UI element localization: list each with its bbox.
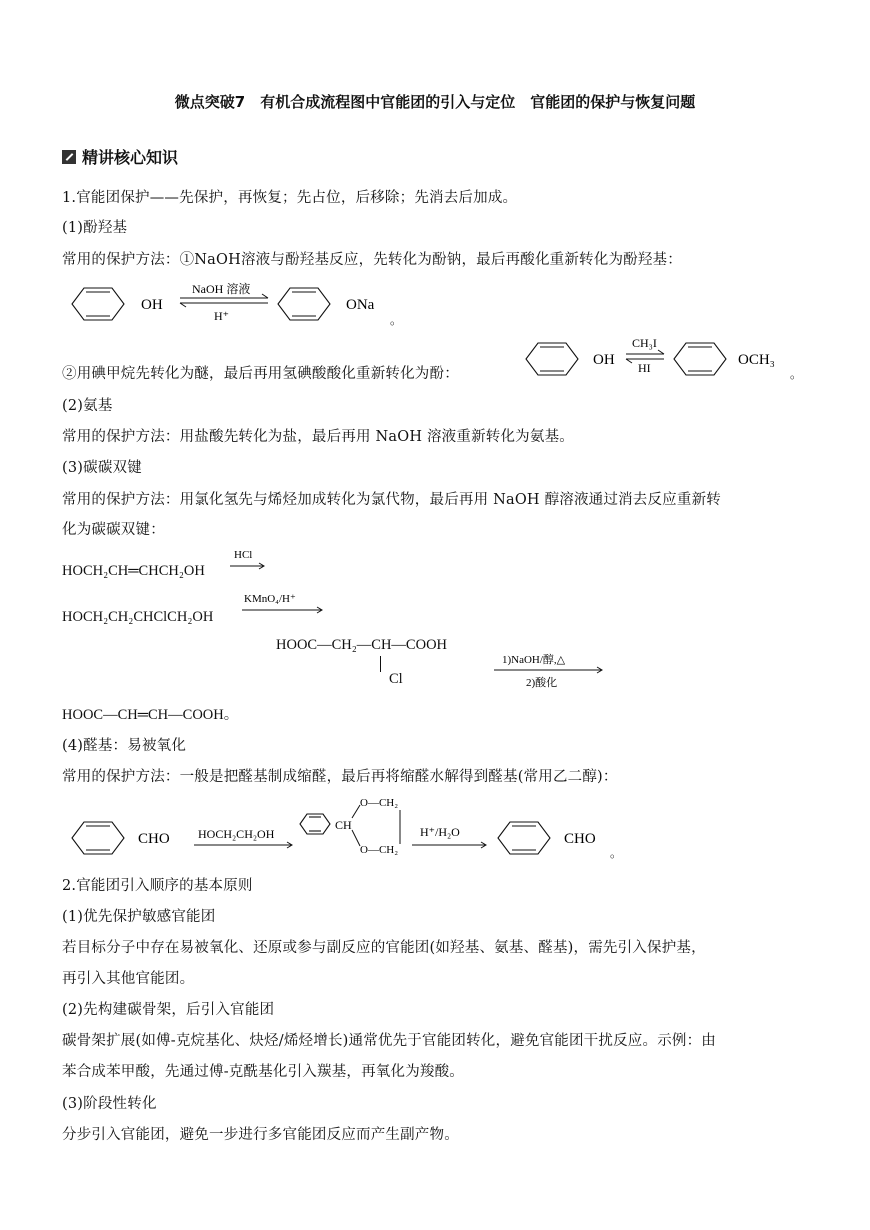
paragraph: 常用的保护方法：一般是把醛基制成缩醛，最后再将缩醛水解得到醛基(常用乙二醇)： xyxy=(62,769,618,785)
paragraph: 碳骨架扩展(如傅-克烷基化、炔烃/烯烃增长)通常优先于官能团转化，避免官能团干扰反应。示例：由 xyxy=(62,1033,716,1049)
compound-3-substituent: Cl xyxy=(389,671,403,687)
reagent-bottom: 2)酸化 xyxy=(526,677,558,689)
reaction-phenol-ch3i xyxy=(520,332,820,382)
section-heading xyxy=(62,145,178,168)
period: 。 xyxy=(610,846,623,860)
reagent-top: 1)NaOH/醇,△ xyxy=(502,654,566,666)
reagent-bottom: H⁺ xyxy=(214,309,229,323)
paragraph: 常用的保护方法：用盐酸先转化为盐，最后再用 NaOH 溶液重新转化为氨基。 xyxy=(62,429,574,445)
subheading: (1)优先保护敏感官能团 xyxy=(62,909,216,925)
reagent-top: HOCH₂CH₂OH xyxy=(198,827,275,841)
compound-4: HOOC—CH═CH—COOH。 xyxy=(62,707,239,723)
reagent-bottom: HI xyxy=(638,361,651,375)
arrow-kmno4 xyxy=(240,590,326,618)
pencil-box-icon xyxy=(62,150,76,164)
reagent: HCl xyxy=(234,549,253,561)
group-right: CHO xyxy=(564,831,596,847)
period: 。 xyxy=(790,367,803,381)
subheading: (2)氨基 xyxy=(62,398,113,414)
section-heading-text: 精讲核心知识 xyxy=(82,148,179,167)
paragraph: 化为碳碳双键： xyxy=(62,522,165,538)
page-title: 微点突破7 有机合成流程图中官能团的引入与定位 官能团的保护与恢复问题 xyxy=(174,93,696,111)
subheading: (4)醛基：易被氧化 xyxy=(62,738,187,754)
group-right: ONa xyxy=(346,297,375,313)
reagent-top: NaOH 溶液 xyxy=(192,282,251,296)
arrow-hcl xyxy=(228,546,268,574)
paragraph: 再引入其他官能团。 xyxy=(62,971,195,987)
compound-1: HOCH₂CH═CHCH₂OH xyxy=(62,563,205,579)
paragraph: 常用的保护方法：用氯化氢先与烯烃加成转化为氯代物，最后再用 NaOH 醇溶液通过消去反应重新转 xyxy=(62,492,721,508)
paragraph: 若目标分子中存在易被氧化、还原或参与副反应的官能团(如羟基、氨基、醛基)，需先引入保护基， xyxy=(62,940,706,956)
compound-3: HOOC—CH₂—CH—COOH xyxy=(276,637,448,653)
reaction-aldehyde-acetal xyxy=(60,790,640,860)
paragraph: ②用碘甲烷先转化为醚，最后再用氢碘酸酸化重新转化为酚： xyxy=(62,366,459,382)
subheading: (2)先构建碳骨架，后引入官能团 xyxy=(62,1002,275,1018)
acetal-o1: O—CH₂ xyxy=(360,797,399,809)
acetal-ch: CH xyxy=(335,818,352,832)
benzene-ring-icon xyxy=(300,814,330,834)
group-left: OH xyxy=(593,352,615,368)
bond-line xyxy=(380,656,381,672)
subheading: (3)碳碳双键 xyxy=(62,460,142,476)
paragraph: 常用的保护方法：①NaOH溶液与酚羟基反应，先转化为酚钠，最后再酸化重新转化为酚羟基： xyxy=(62,252,682,268)
group-left: OH xyxy=(141,297,163,313)
group-left: CHO xyxy=(138,831,170,847)
compound-2: HOCH₂CH₂CHClCH₂OH xyxy=(62,609,214,625)
benzene-ring-icon xyxy=(72,288,124,320)
benzene-ring-icon xyxy=(72,822,124,854)
benzene-ring-icon xyxy=(278,288,330,320)
group-right: OCH₃ xyxy=(738,352,775,368)
benzene-ring-icon xyxy=(498,822,550,854)
period: 。 xyxy=(390,313,403,327)
reaction-phenol-naoh xyxy=(60,276,420,332)
benzene-ring-icon xyxy=(526,343,578,375)
benzene-ring-icon xyxy=(674,343,726,375)
paragraph: 分步引入官能团，避免一步进行多官能团反应而产生副产物。 xyxy=(62,1127,459,1143)
reagent-top: CH₃I xyxy=(632,336,657,350)
paragraph: 1.官能团保护——先保护，再恢复；先占位，后移除；先消去后加成。 xyxy=(62,190,518,206)
subheading: (3)阶段性转化 xyxy=(62,1096,157,1112)
paragraph: 苯合成苯甲酸，先通过傅-克酰基化引入羰基，再氧化为羧酸。 xyxy=(62,1064,464,1080)
acetal-o2: O—CH₂ xyxy=(360,844,399,856)
arrow-naoh-elimination xyxy=(490,648,606,694)
reagent-top: H⁺/H₂O xyxy=(420,825,460,839)
subheading: (1)酚羟基 xyxy=(62,220,128,236)
reagent: KMnO₄/H⁺ xyxy=(244,593,296,605)
paragraph: 2.官能团引入顺序的基本原则 xyxy=(62,878,253,894)
